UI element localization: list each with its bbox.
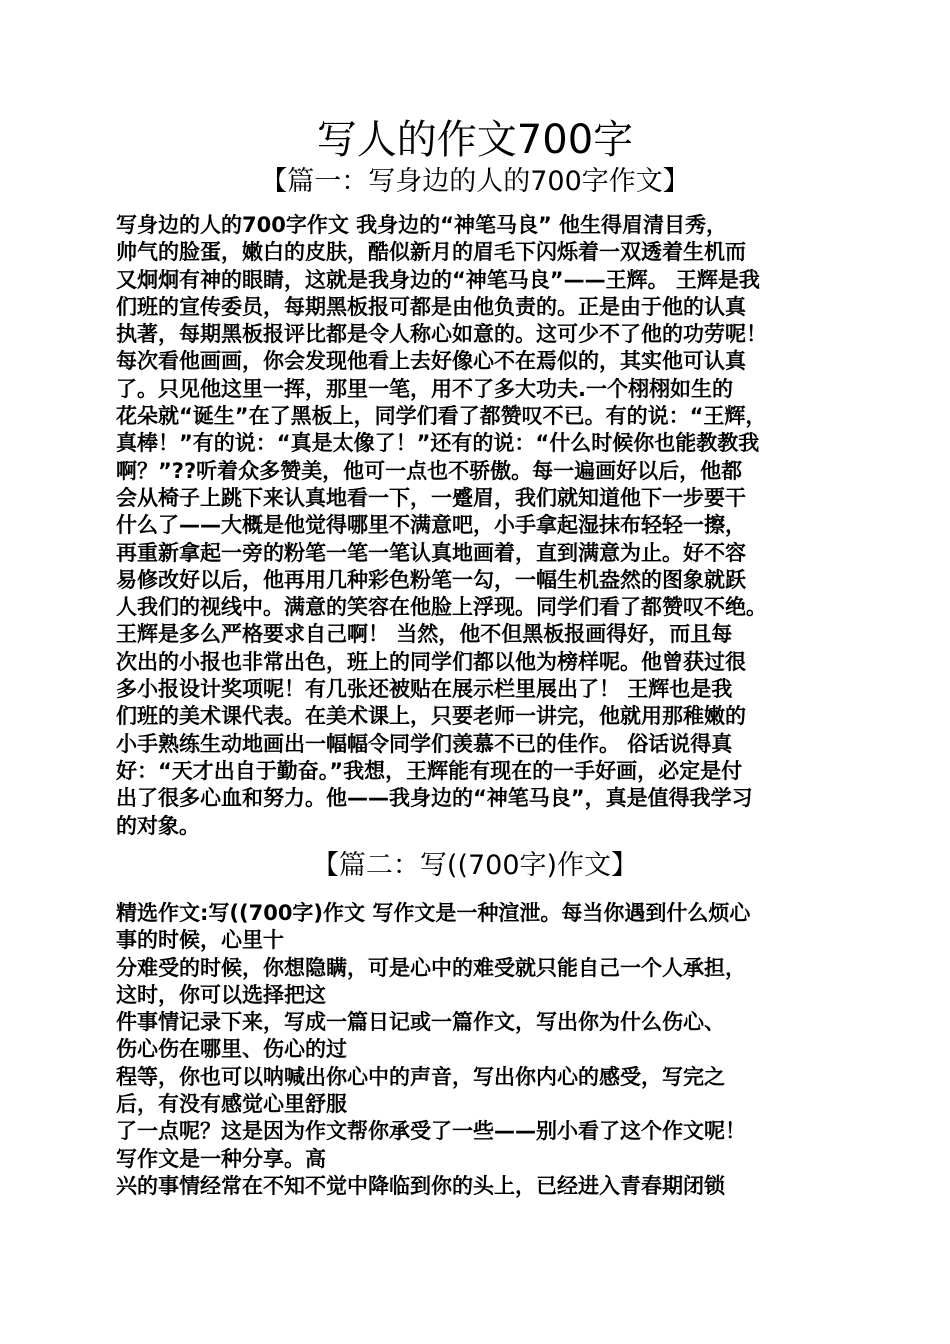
section-heading-2: 【篇二：写((700字)作文】 xyxy=(311,850,639,881)
paragraph-line: 兴的事情经常在不知不觉中降临到你的头上，已经进入青春期闭锁 xyxy=(116,1173,725,1198)
paragraph-line: 精选作文:写((700字)作文 写作文是一种渲泄。每当你遇到什么烦心 xyxy=(116,901,751,925)
paragraph-line: 帅气的脸蛋，嫩白的皮肤，酷似新月的眉毛下闪烁着一双透着生机而 xyxy=(116,240,746,265)
paragraph-line: 每次看他画画，你会发现他看上去好像心不在焉似的，其实他可认真 xyxy=(116,349,746,374)
paragraph-line: 易修改好以后，他再用几种彩色粉笔一勾，一幅生机盎然的图象就跃 xyxy=(116,567,746,592)
paragraph-line: 了一点呢？这是因为作文帮你承受了一些——别小看了这个作文呢！ xyxy=(116,1119,746,1144)
paragraph-line: 写身边的人的700字作文 我身边的“神笔马良” 他生得眉清目秀， xyxy=(116,213,728,237)
paragraph-line: 分难受的时候，你想隐瞒，可是心中的难受就只能自己一个人承担， xyxy=(116,955,746,980)
paragraph-line: 人我们的视线中。满意的笑容在他脸上浮现。同学们看了都赞叹不绝。 xyxy=(116,595,767,620)
paragraph-line: 后，有没有感觉心里舒服 xyxy=(116,1092,347,1117)
section-1-body xyxy=(116,212,856,840)
section-2-body xyxy=(116,900,856,1200)
paragraph-line: 们班的宣传委员，每期黑板报可都是由他负责的。正是由于他的认真 xyxy=(116,294,746,319)
paragraph-line: 执著，每期黑板报评比都是令人称心如意的。这可少不了他的功劳呢！ xyxy=(116,322,767,347)
paragraph-line: 伤心伤在哪里、伤心的过 xyxy=(116,1037,347,1062)
paragraph-line: 花朵就“诞生”在了黑板上，同学们看了都赞叹不已。有的说：“王辉， xyxy=(116,404,767,429)
paragraph-line: 们班的美术课代表。在美术课上，只要老师一讲完，他就用那稚嫩的 xyxy=(116,704,746,729)
paragraph-line: 啊？”??听着众多赞美，他可一点也不骄傲。每一遍画好以后，他都 xyxy=(116,458,743,483)
paragraph-line: 真棒！”有的说：“真是太像了！”还有的说：“什么时候你也能教教我 xyxy=(116,431,760,456)
paragraph-line: 多小报设计奖项呢！有几张还被贴在展示栏里展出了！ 王辉也是我 xyxy=(116,677,733,702)
paragraph-line: 这时，你可以选择把这 xyxy=(116,982,326,1007)
section-heading-1: 【篇一：写身边的人的700字作文】 xyxy=(260,166,690,197)
paragraph-line: 的对象。 xyxy=(116,813,200,838)
paragraph-line: 又炯炯有神的眼睛，这就是我身边的“神笔马良”——王辉。 王辉是我 xyxy=(116,267,760,292)
paragraph-line: 王辉是多么严格要求自己啊！ 当然，他不但黑板报画得好，而且每 xyxy=(116,622,733,647)
paragraph-line: 程等，你也可以呐喊出你心中的声音，写出你内心的感受，写完之 xyxy=(116,1064,725,1089)
paragraph-line: 好：“天才出自于勤奋。”我想，王辉能有现在的一手好画，必定是付 xyxy=(116,758,743,783)
paragraph-line: 写作文是一种分享。高 xyxy=(116,1146,326,1171)
paragraph-line: 出了很多心血和努力。他——我身边的“神笔马良”，真是值得我学习 xyxy=(116,786,753,811)
paragraph-line: 事的时候，心里十 xyxy=(116,928,284,953)
paragraph-line: 次出的小报也非常出色，班上的同学们都以他为榜样呢。他曾获过很 xyxy=(116,649,746,674)
paragraph-line: 件事情记录下来，写成一篇日记或一篇作文，写出你为什么伤心、 xyxy=(116,1010,725,1035)
paragraph-line: 会从椅子上跳下来认真地看一下，一蹙眉，我们就知道他下一步要干 xyxy=(116,485,746,510)
paragraph-line: 了。只见他这里一挥，那里一笔，用不了多大功夫.一个栩栩如生的 xyxy=(116,376,733,401)
paragraph-line: 什么了——大概是他觉得哪里不满意吧，小手拿起湿抹布轻轻一擦， xyxy=(116,513,746,538)
paragraph-line: 再重新拿起一旁的粉笔一笔一笔认真地画着，直到满意为止。好不容 xyxy=(116,540,746,565)
document-title: 写人的作文700字 xyxy=(316,117,634,163)
paragraph-line: 小手熟练生动地画出一幅幅令同学们羡慕不已的佳作。 俗话说得真 xyxy=(116,731,733,756)
